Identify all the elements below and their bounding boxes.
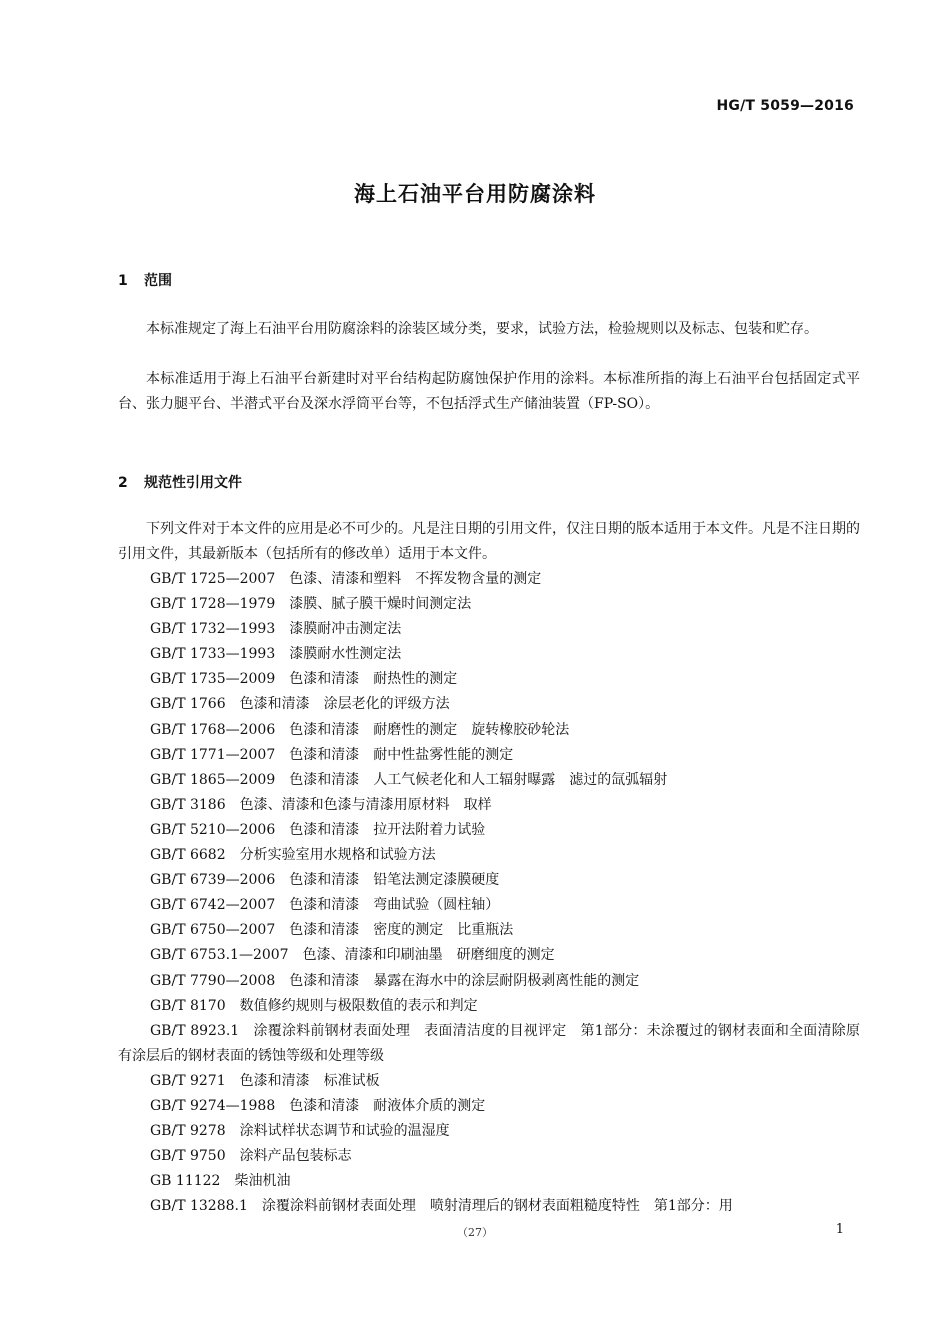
reference-code: GB/T 6750—2007 bbox=[150, 922, 276, 939]
reference-title-part: 色漆和清漆 bbox=[289, 972, 360, 989]
reference-title-part: 取样 bbox=[463, 796, 492, 813]
reference-item bbox=[118, 1119, 860, 1144]
reference-code: GB/T 1728—1979 bbox=[150, 596, 276, 613]
reference-code: GB/T 9750 bbox=[150, 1148, 226, 1165]
section-title: 范围 bbox=[144, 273, 172, 289]
page-number: 1 bbox=[835, 1222, 844, 1237]
reference-code: GB/T 6682 bbox=[150, 847, 226, 864]
reference-code: GB/T 8923.1 bbox=[150, 1022, 240, 1039]
reference-title-part: 分析实验室用水规格和试验方法 bbox=[239, 847, 436, 864]
reference-title-part: 色漆和清漆 bbox=[239, 696, 310, 713]
reference-title-part: 耐热性的测定 bbox=[373, 671, 458, 688]
reference-title-part: 滤过的氙弧辐射 bbox=[569, 771, 668, 788]
reference-title-part: 色漆和清漆 bbox=[289, 922, 360, 939]
reference-code: GB/T 9271 bbox=[150, 1072, 226, 1089]
reference-item bbox=[118, 868, 860, 893]
reference-title-part: 不挥发物含量的测定 bbox=[415, 571, 542, 587]
reference-item bbox=[118, 617, 860, 642]
reference-title-part: 色漆和清漆 bbox=[289, 721, 360, 738]
section-number: 2 bbox=[118, 475, 128, 491]
reference-code: GB/T 3186 bbox=[150, 796, 226, 813]
reference-item bbox=[118, 918, 860, 943]
reference-item bbox=[118, 969, 860, 994]
reference-title-part: 漆膜、腻子膜干燥时间测定法 bbox=[289, 596, 472, 613]
reference-title-part: 铅笔法测定漆膜硬度 bbox=[373, 872, 500, 889]
reference-code: GB/T 1725—2007 bbox=[150, 571, 276, 587]
section-title: 规范性引用文件 bbox=[144, 475, 242, 491]
reference-code: GB/T 1768—2006 bbox=[150, 721, 276, 738]
section-2-heading bbox=[118, 472, 242, 492]
reference-title-part: 比重瓶法 bbox=[457, 922, 514, 939]
reference-title-part: 色漆和清漆 bbox=[289, 897, 360, 914]
reference-title-part: 研磨细度的测定 bbox=[456, 947, 555, 964]
reference-title-part: 涂覆涂料前钢材表面处理 bbox=[261, 1198, 416, 1215]
reference-title-part: 色漆和清漆 bbox=[289, 671, 360, 688]
reference-item bbox=[118, 1194, 860, 1219]
reference-title-part: 表面清洁度的目视评定 bbox=[424, 1022, 567, 1039]
reference-code: GB/T 1733—1993 bbox=[150, 646, 276, 663]
reference-title-part: 密度的测定 bbox=[373, 922, 444, 939]
reference-item bbox=[118, 793, 860, 818]
section-number: 1 bbox=[118, 273, 128, 289]
reference-title-part: 漆膜耐水性测定法 bbox=[289, 646, 402, 663]
standard-code: HG/T 5059—2016 bbox=[716, 98, 854, 114]
scope-paragraph-2: 本标准适用于海上石油平台新建时对平台结构起防腐蚀保护作用的涂料。本标准所指的海上石油平台包括固定式平台、张力腿平台、半潜式平台及深水浮筒平台等，不包括浮式生产储油装置（FP-SO）。 bbox=[118, 371, 860, 412]
reference-item bbox=[118, 1169, 860, 1194]
reference-title-part: 涂层老化的评级方法 bbox=[323, 696, 450, 713]
reference-title-part: 漆膜耐冲击测定法 bbox=[289, 621, 402, 638]
reference-title-part: 涂覆涂料前钢材表面处理 bbox=[253, 1022, 411, 1039]
reference-item bbox=[118, 743, 860, 768]
reference-item bbox=[118, 667, 860, 692]
reference-title-part: 色漆和清漆 bbox=[239, 1072, 310, 1089]
reference-item bbox=[118, 994, 860, 1019]
reference-item bbox=[118, 1069, 860, 1094]
reference-code: GB/T 1732—1993 bbox=[150, 621, 276, 638]
reference-title-part: 柴油机油 bbox=[234, 1173, 291, 1190]
normative-intro-paragraph: 下列文件对于本文件的应用是必不可少的。凡是注日期的引用文件，仅注日期的版本适用于本文件。凡是不注日期的引用文件，其最新版本（包括所有的修改单）适用于本文件。 bbox=[118, 521, 860, 562]
reference-code: GB 11122 bbox=[150, 1173, 221, 1190]
reference-title-part: 旋转橡胶砂轮法 bbox=[471, 721, 570, 738]
reference-item bbox=[118, 818, 860, 843]
scope-paragraph-1: 本标准规定了海上石油平台用防腐涂料的涂装区域分类，要求，试验方法，检验规则以及标志、包装和贮存。 bbox=[146, 321, 818, 337]
reference-code: GB/T 7790—2008 bbox=[150, 972, 276, 989]
reference-item bbox=[118, 1019, 860, 1069]
reference-title-part: 涂料试样状态调节和试验的温湿度 bbox=[239, 1123, 450, 1140]
reference-code: GB/T 9274—1988 bbox=[150, 1097, 276, 1114]
reference-title-part: 数值修约规则与极限数值的表示和判定 bbox=[239, 997, 478, 1014]
reference-code: GB/T 9278 bbox=[150, 1123, 226, 1140]
reference-item bbox=[118, 768, 860, 793]
reference-title-part: 标准试板 bbox=[323, 1072, 380, 1089]
reference-item bbox=[118, 843, 860, 868]
reference-item bbox=[118, 692, 860, 717]
reference-title-part: 喷射清理后的钢材表面粗糙度特性 bbox=[429, 1198, 640, 1215]
reference-title-part: 色漆、清漆和塑料 bbox=[289, 571, 402, 587]
reference-title-part: 色漆、清漆和色漆与清漆用原材料 bbox=[239, 796, 450, 813]
reference-item bbox=[118, 1094, 860, 1119]
reference-list bbox=[118, 567, 860, 1219]
reference-code: GB/T 13288.1 bbox=[150, 1198, 248, 1215]
reference-title-part: 耐液体介质的测定 bbox=[373, 1097, 486, 1114]
reference-title-part: 色漆、清漆和印刷油墨 bbox=[302, 947, 443, 964]
reference-code: GB/T 1766 bbox=[150, 696, 226, 713]
reference-code: GB/T 1735—2009 bbox=[150, 671, 276, 688]
document-title: 海上石油平台用防腐涂料 bbox=[354, 182, 596, 206]
reference-code: GB/T 6739—2006 bbox=[150, 872, 276, 889]
reference-item bbox=[118, 943, 860, 968]
reference-title-part: 色漆和清漆 bbox=[289, 1097, 360, 1114]
section-1-heading bbox=[118, 270, 172, 290]
reference-title-part: 第1部分：用 bbox=[653, 1198, 733, 1215]
reference-item bbox=[118, 1144, 860, 1169]
reference-title-part: 暴露在海水中的涂层耐阴极剥离性能的测定 bbox=[373, 972, 640, 989]
reference-title-part: 色漆和清漆 bbox=[289, 771, 360, 788]
reference-item bbox=[118, 893, 860, 918]
reference-title-part: 弯曲试验（圆柱轴） bbox=[373, 897, 500, 914]
reference-title-part: 耐中性盐雾性能的测定 bbox=[373, 746, 514, 763]
reference-item bbox=[118, 642, 860, 667]
reference-item bbox=[118, 567, 860, 592]
reference-title-part: 拉开法附着力试验 bbox=[373, 821, 486, 838]
footer-page-label: （27） bbox=[457, 1226, 493, 1239]
reference-title-part: 色漆和清漆 bbox=[289, 821, 360, 838]
reference-code: GB/T 5210—2006 bbox=[150, 821, 276, 838]
reference-title-part: 涂料产品包装标志 bbox=[239, 1148, 352, 1165]
reference-code: GB/T 1865—2009 bbox=[150, 771, 276, 788]
reference-code: GB/T 1771—2007 bbox=[150, 746, 276, 763]
reference-title-part: 耐磨性的测定 bbox=[373, 721, 458, 738]
reference-item bbox=[118, 718, 860, 743]
reference-title-part: 色漆和清漆 bbox=[289, 746, 360, 763]
reference-title-part: 第1部分：未涂覆过的钢材表面和全面清除原有涂层后的钢材表面的锈蚀等级和处理等级 bbox=[118, 1022, 861, 1064]
reference-code: GB/T 6742—2007 bbox=[150, 897, 276, 914]
reference-title-part: 人工气候老化和人工辐射曝露 bbox=[373, 771, 556, 788]
reference-item bbox=[118, 592, 860, 617]
reference-code: GB/T 6753.1—2007 bbox=[150, 947, 289, 964]
reference-title-part: 色漆和清漆 bbox=[289, 872, 360, 889]
reference-code: GB/T 8170 bbox=[150, 997, 226, 1014]
